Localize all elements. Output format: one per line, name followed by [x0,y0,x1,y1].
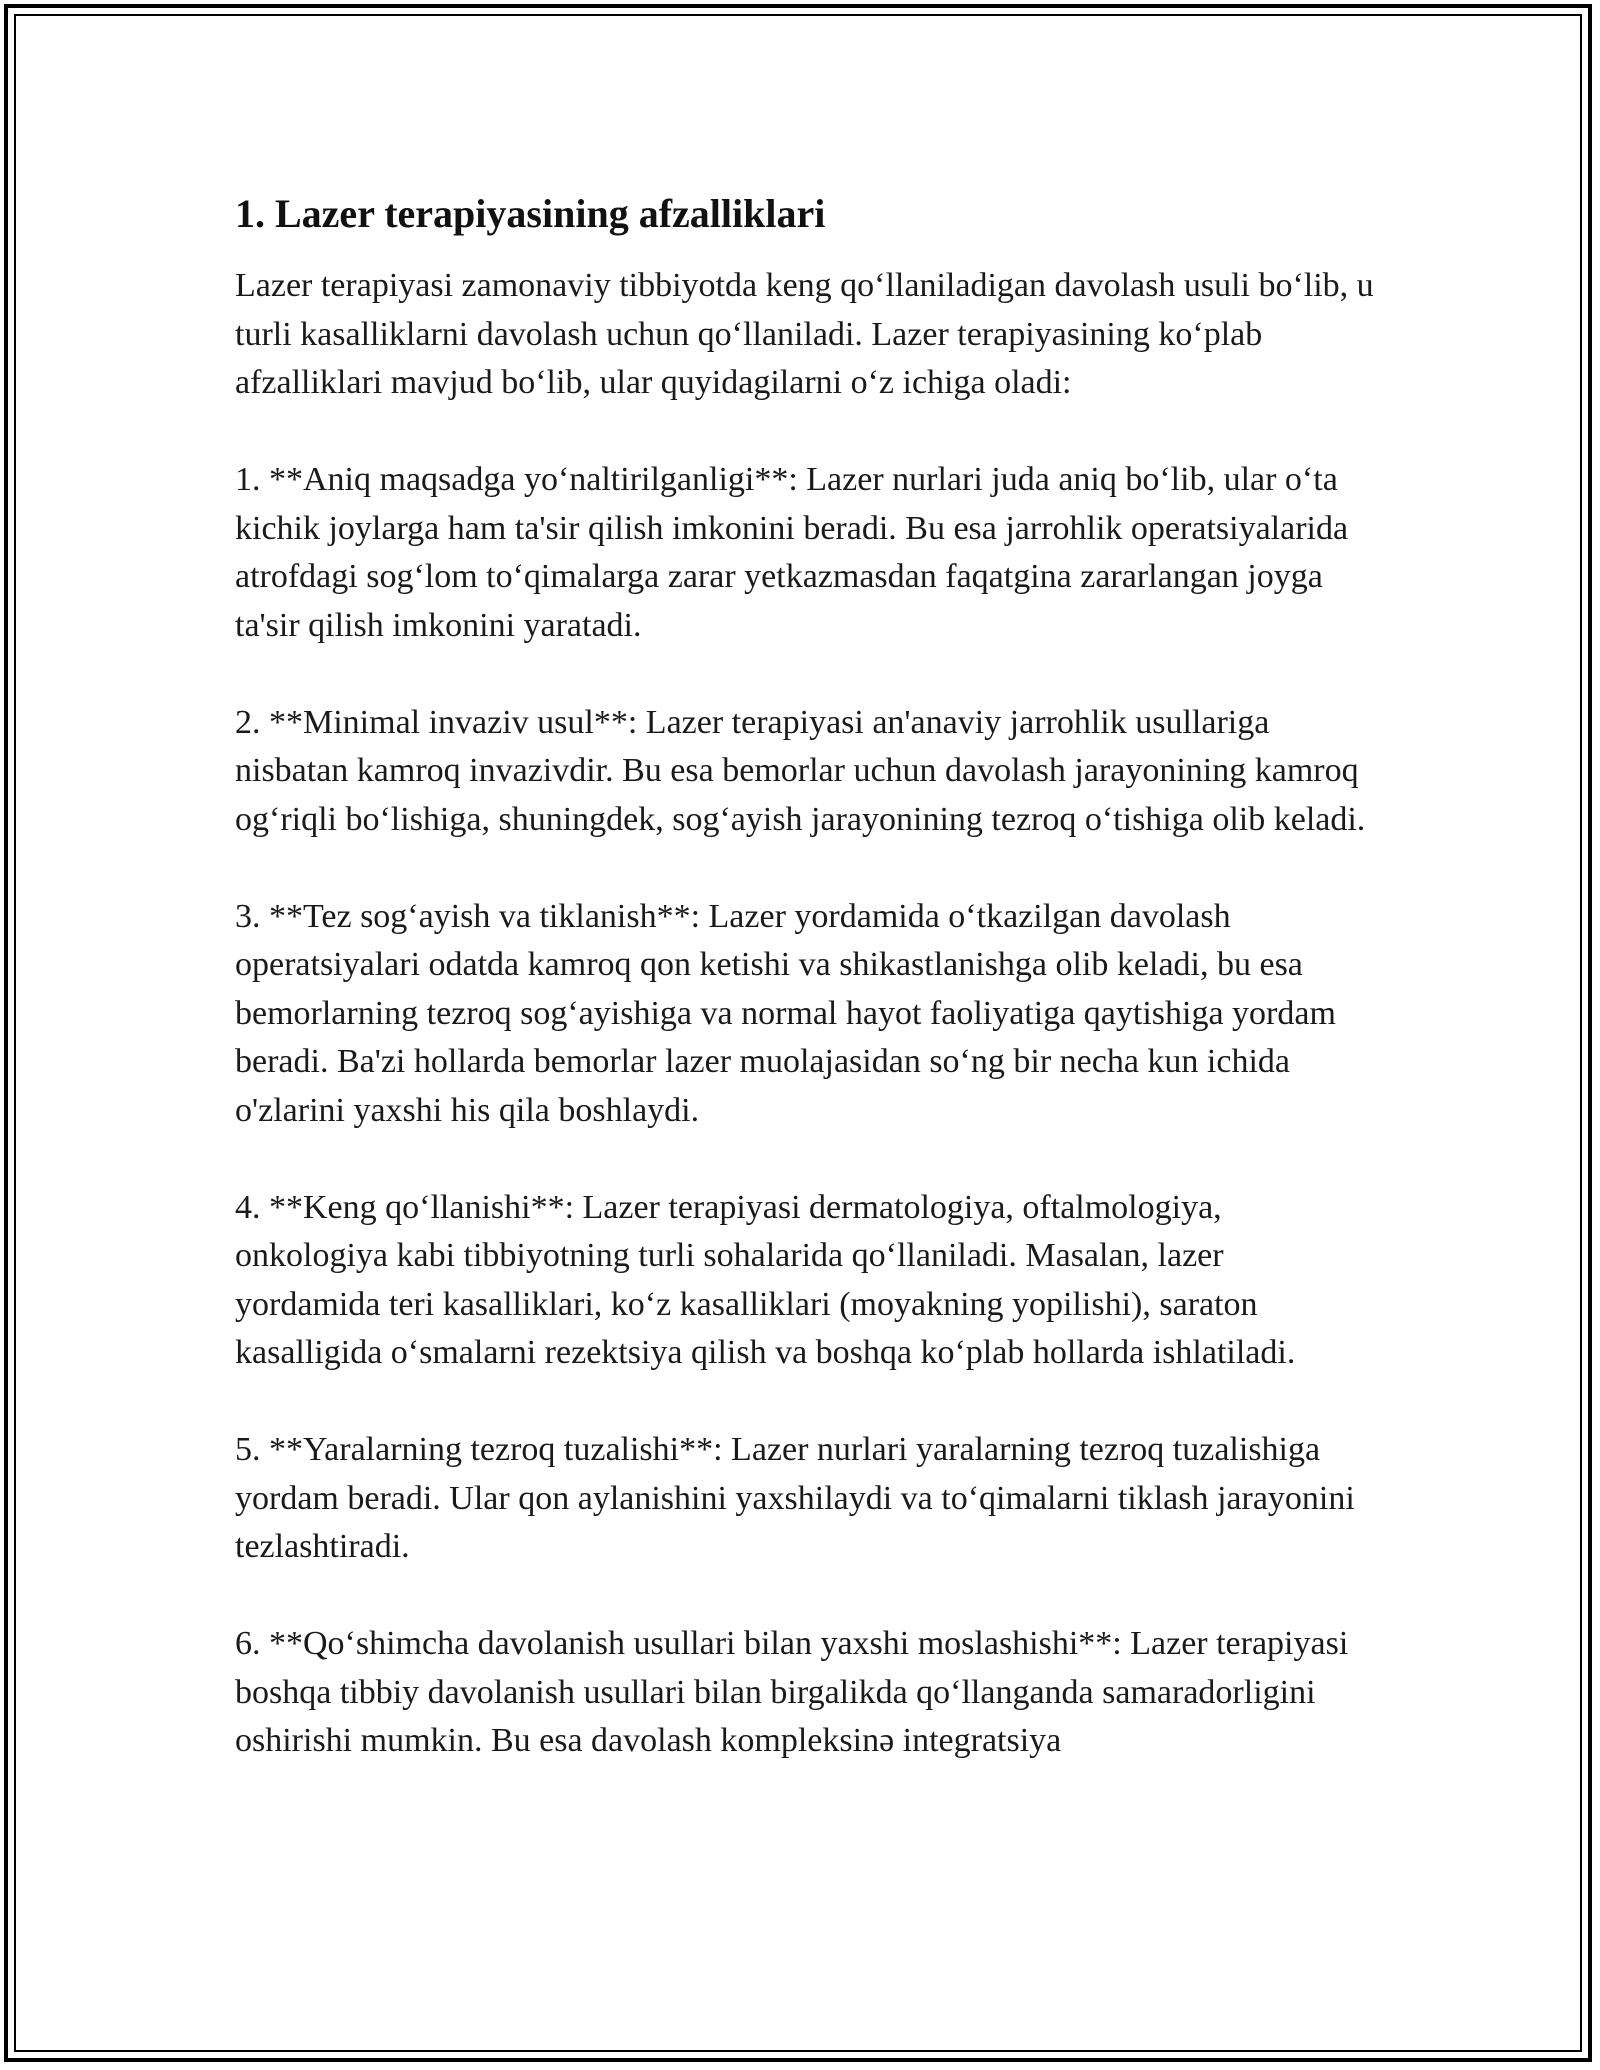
intro-paragraph: Lazer terapiyasi zamonaviy tibbiyotda keng qo‘llaniladigan davolash usuli bo‘lib, u turli kasalliklarni davolash uchun qo‘llaniladi. Lazer terapiyasining ko‘plab afzalliklari mavjud bo‘lib, ular quyidagilarni o‘z ichiga oladi: [235,267,1374,401]
list-item-3: 3. **Tez sog‘ayish va tiklanish**: Lazer yordamida o‘tkazilgan davolash operatsiyalari odatda kamroq qon ketishi va shikastlanishga olib keladi, bu esa bemorlarning tezroq sog‘ayishiga va normal hayot faoliyatiga qaytishiga yordam beradi. Ba'zi hollarda bemorlar lazer muolajasidan so‘ng bir necha kun ichida o'zlarini yaxshi his qila boshlaydi. [235,897,1336,1129]
list-item-1: 1. **Aniq maqsadga yo‘naltirilganligi**: Lazer nurlari juda aniq bo‘lib, ular o‘ta kichik joylarga ham ta'sir qilish imkonini beradi. Bu esa jarrohlik operatsiyalarida atrofdagi sog‘lom to‘qimalarga zarar yetkazmasdan faqatgina zararlangan joyga ta'sir qilish imkonini yaratadi. [235,461,1349,644]
list-item-2: 2. **Minimal invaziv usul**: Lazer terapiyasi an'anaviy jarrohlik usullariga nisbatan kamroq invazivdir. Bu esa bemorlar uchun davolash jarayonining kamroq og‘riqli bo‘lishiga, shuningdek, sog‘ayish jarayonining tezroq o‘tishiga olib keladi. [235,703,1366,838]
list-item-6: 6. **Qo‘shimcha davolanish usullari bilan yaxshi moslashishi**: Lazer terapiyasi boshqa tibbiy davolanish usullari bilan birgalikda qo‘llanganda samaradorligini oshirishi mumkin. Bu esa davolash kompleksinə integratsiya [235,1625,1349,1759]
document-body [235,186,1375,1766]
list-item-4: 4. **Keng qo‘llanishi**: Lazer terapiyasi dermatologiya, oftalmologiya, onkologiya kabi tibbiyotning turli sohalarida qo‘llaniladi. Masalan, lazer yordamida teri kasalliklari, ko‘z kasalliklari (moyakning yopilishi), saraton kasalligida o‘smalarni rezektsiya qilish va boshqa ko‘plab hollarda ishlatiladi. [235,1188,1296,1371]
section-heading: 1. Lazer terapiyasining afzalliklari [235,191,826,236]
list-item-5: 5. **Yaralarning tezroq tuzalishi**: Lazer nurlari yaralarning tezroq tuzalishiga yordam beradi. Ular qon aylanishini yaxshilaydi va to‘qimalarni tiklash jarayonini tezlashtiradi. [235,1431,1355,1565]
